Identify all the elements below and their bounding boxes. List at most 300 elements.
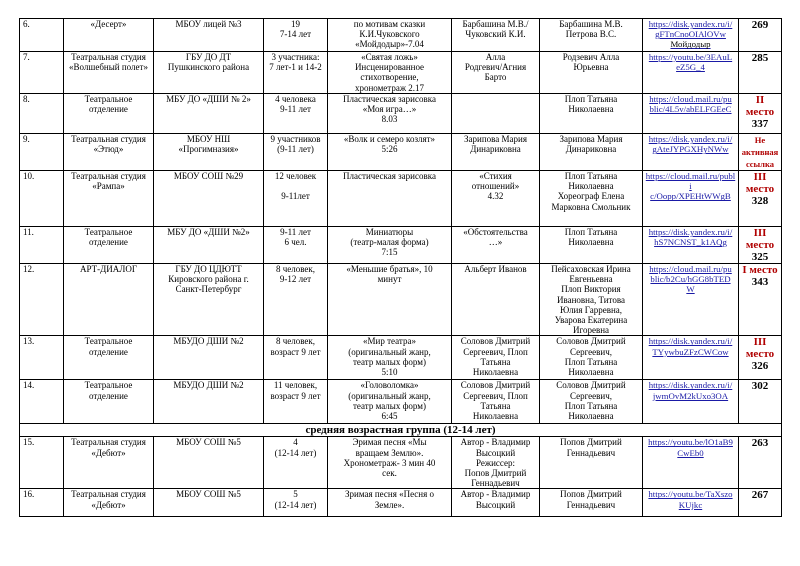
cell-name bbox=[64, 171, 154, 227]
cell-director bbox=[540, 52, 643, 94]
name-line: Театральная студия bbox=[71, 437, 146, 448]
name-line: Театральная студия bbox=[71, 134, 146, 144]
cell-name bbox=[64, 134, 154, 171]
author-line: Соловов Дмитрий bbox=[460, 336, 531, 347]
cell-num: 9. bbox=[20, 134, 64, 171]
author-line: Режиссер: bbox=[475, 457, 515, 468]
institution-line: МБОУ СОШ №5 bbox=[176, 489, 241, 500]
score-value: 325 bbox=[751, 251, 769, 263]
cell-name bbox=[64, 19, 154, 52]
institution-line: Кировского района г. bbox=[168, 274, 249, 285]
video-link[interactable] bbox=[643, 94, 739, 134]
director-line: Геннадьевич bbox=[566, 499, 616, 510]
cell-author bbox=[452, 52, 540, 94]
cell-work bbox=[328, 19, 452, 52]
table-row bbox=[20, 264, 782, 336]
cell-author bbox=[452, 489, 540, 517]
cell-num: 11. bbox=[20, 227, 64, 264]
cell-participants bbox=[264, 489, 328, 517]
cell-institution bbox=[154, 380, 264, 424]
place-label: III место bbox=[745, 336, 775, 361]
author-line: Динариковна bbox=[470, 144, 521, 155]
work-line: Пластическая зарисовка bbox=[343, 94, 436, 104]
participants-line: 9 участников bbox=[270, 134, 321, 144]
director-line: Пейсаховская Ирина bbox=[551, 264, 631, 274]
cell-num: 15. bbox=[20, 437, 64, 489]
director-line: Игоревна bbox=[572, 325, 610, 336]
work-line: (театр-малая форма) bbox=[350, 237, 429, 248]
cell-score bbox=[739, 380, 782, 424]
director-line: Юлия Гарревна, bbox=[559, 304, 623, 315]
author-line: Татьяна bbox=[480, 400, 511, 411]
cell-institution bbox=[154, 94, 264, 134]
author-line: Барто bbox=[484, 72, 507, 83]
author-line: Автор - Владимир bbox=[460, 489, 531, 500]
author-line: Зарипова Мария bbox=[464, 134, 527, 144]
cell-num: 7. bbox=[20, 52, 64, 94]
link-line: https://youtu.be/TaXszo bbox=[648, 489, 733, 500]
table-row bbox=[20, 134, 782, 171]
work-line: 6:45 bbox=[381, 411, 398, 422]
work-line: вращаем Землю». bbox=[355, 447, 424, 458]
score-value: 302 bbox=[751, 380, 769, 393]
participants-line: (9-11 лет) bbox=[277, 144, 314, 155]
score-value: 343 bbox=[751, 276, 769, 288]
table-row bbox=[20, 19, 782, 52]
video-link[interactable] bbox=[643, 437, 739, 489]
cell-score bbox=[739, 52, 782, 94]
cell-participants bbox=[264, 336, 328, 380]
cell-participants bbox=[264, 94, 328, 134]
author-line: отношений» bbox=[471, 181, 520, 192]
cell-director bbox=[540, 171, 643, 227]
link-line: https://youtu.be/3EAuL bbox=[648, 52, 733, 62]
place-label: I место bbox=[742, 264, 778, 276]
cell-num: 12. bbox=[20, 264, 64, 336]
cell-author bbox=[452, 171, 540, 227]
cell-work bbox=[328, 264, 452, 336]
cell-institution bbox=[154, 52, 264, 94]
link-caption: Мойдодыр bbox=[670, 39, 711, 50]
name-line: Театральное bbox=[84, 227, 133, 237]
work-line: Пластическая зарисовка bbox=[343, 171, 436, 181]
work-line: театр малых форм) bbox=[353, 356, 426, 367]
cell-score bbox=[739, 134, 782, 171]
table-row bbox=[20, 52, 782, 94]
institution-line: МБОУ СОШ №5 bbox=[176, 437, 241, 448]
work-line: Хронометраж- 3 мин 40 bbox=[343, 457, 436, 468]
cell-score bbox=[739, 437, 782, 489]
institution-line: МБОУ лицей №3 bbox=[175, 19, 242, 29]
work-line: Миниатюры bbox=[365, 227, 414, 237]
cell-participants bbox=[264, 134, 328, 171]
participants-line: возраст 9 лет bbox=[270, 346, 321, 357]
work-line: «Головоломка» bbox=[360, 380, 419, 391]
cell-author bbox=[452, 437, 540, 489]
table-row bbox=[20, 489, 782, 517]
video-link[interactable] bbox=[643, 171, 739, 227]
work-line: Зримая песня «Песня о bbox=[345, 489, 434, 500]
cell-director bbox=[540, 437, 643, 489]
cell-institution bbox=[154, 437, 264, 489]
table-row bbox=[20, 437, 782, 489]
participants-line: 4 человека bbox=[275, 94, 316, 104]
cell-institution bbox=[154, 336, 264, 380]
link-line: blic/4L5v/abELFGEeC bbox=[649, 104, 732, 115]
participants-line: 6 чел. bbox=[284, 237, 307, 248]
table-row bbox=[20, 227, 782, 264]
author-line: 4.32 bbox=[487, 191, 504, 202]
name-line: Театральное bbox=[84, 336, 133, 347]
participants-line bbox=[266, 181, 325, 191]
cell-director bbox=[540, 227, 643, 264]
cell-num: 14. bbox=[20, 380, 64, 424]
author-line: Татьяна bbox=[480, 356, 511, 367]
director-line: Барбашина М.В. bbox=[559, 19, 623, 29]
video-link[interactable] bbox=[643, 134, 739, 171]
cell-author bbox=[452, 19, 540, 52]
institution-line: Пушкинского района bbox=[167, 62, 250, 73]
place-label: III место bbox=[745, 171, 775, 195]
cell-work bbox=[328, 489, 452, 517]
cell-work bbox=[328, 52, 452, 94]
director-line: Плоп Виктория bbox=[561, 284, 621, 295]
cell-score bbox=[739, 94, 782, 134]
work-line: «Мир театра» bbox=[363, 336, 416, 347]
director-line: Николаевна bbox=[568, 411, 614, 422]
author-line: Барбашина М.В./ bbox=[462, 19, 529, 29]
participants-line: 8 человек, bbox=[275, 336, 316, 347]
video-link[interactable] bbox=[643, 489, 739, 517]
cell-score bbox=[739, 336, 782, 380]
institution-line: МБОУ СОШ №29 bbox=[173, 171, 244, 181]
participants-line: 9-12 лет bbox=[279, 274, 312, 285]
director-line: Николаевна bbox=[568, 181, 614, 192]
link-line: https://disk.yandex.ru/i/ bbox=[648, 19, 733, 29]
name-line: «Волшебный полет» bbox=[69, 62, 148, 73]
cell-num: 8. bbox=[20, 94, 64, 134]
author-line: Родгевич/Агния bbox=[464, 62, 527, 73]
participants-line: (12-14 лет) bbox=[274, 447, 317, 458]
director-line: Николаевна bbox=[568, 104, 614, 115]
name-line: «Этюд» bbox=[93, 144, 124, 155]
cell-institution bbox=[154, 134, 264, 171]
video-link[interactable] bbox=[643, 380, 739, 424]
author-line: «Обстоятельства bbox=[463, 227, 528, 237]
author-line: Высоцкий bbox=[475, 447, 516, 458]
name-line: Театральная студия bbox=[71, 489, 146, 500]
cell-score bbox=[739, 264, 782, 336]
cell-director bbox=[540, 94, 643, 134]
link-line: c/Oopp/XPEHtWWgB bbox=[650, 191, 731, 202]
score-value: 328 bbox=[751, 195, 769, 207]
cell-director bbox=[540, 336, 643, 380]
participants-line: 12 человек bbox=[274, 171, 317, 181]
director-line: Плоп Татьяна bbox=[564, 94, 618, 104]
score-value: 267 bbox=[751, 489, 769, 502]
institution-line: Санкт-Петербург bbox=[175, 284, 242, 295]
director-line: Родзевич Алла bbox=[562, 52, 620, 62]
author-line: Алла bbox=[485, 52, 506, 62]
link-line: blic/b2Cu/hGG8bTED bbox=[650, 274, 731, 285]
director-line: Ивановна, Титова bbox=[556, 294, 626, 305]
cell-work bbox=[328, 380, 452, 424]
video-link[interactable] bbox=[643, 264, 739, 336]
name-line: «Дебют» bbox=[91, 447, 126, 458]
cell-num: 13. bbox=[20, 336, 64, 380]
cell-score bbox=[739, 227, 782, 264]
cell-director bbox=[540, 264, 643, 336]
director-line: Марковна Смольник bbox=[551, 201, 631, 212]
cell-institution bbox=[154, 264, 264, 336]
director-line: Хореограф Елена bbox=[557, 191, 625, 202]
score-value: 263 bbox=[751, 437, 769, 450]
participants-line: 9-11 лет bbox=[280, 104, 311, 115]
name-line: отделение bbox=[89, 237, 128, 248]
link-line: jwmOvM2kUxo3OA bbox=[652, 390, 729, 401]
name-line: отделение bbox=[89, 104, 128, 115]
cell-institution bbox=[154, 489, 264, 517]
table-row bbox=[20, 336, 782, 380]
director-line: Николаевна bbox=[568, 237, 614, 248]
cell-work bbox=[328, 171, 452, 227]
cell-name bbox=[64, 380, 154, 424]
results-table-body bbox=[20, 19, 782, 517]
link-line: https://cloud.mail.ru/publi bbox=[645, 171, 736, 192]
institution-line: МБУ ДО «ДШИ № 2» bbox=[166, 94, 251, 104]
section-header: средняя возрастная группа (12-14 лет) bbox=[20, 424, 782, 437]
cell-work bbox=[328, 336, 452, 380]
video-link[interactable] bbox=[643, 227, 739, 264]
cell-director bbox=[540, 489, 643, 517]
name-line: отделение bbox=[89, 390, 128, 401]
participants-line: 5 bbox=[293, 489, 298, 500]
work-line: «Моя игра…» bbox=[362, 104, 417, 115]
score-value: 285 bbox=[751, 52, 769, 64]
participants-line: 11 человек, bbox=[273, 380, 318, 391]
cell-participants bbox=[264, 437, 328, 489]
name-line: Театральное bbox=[84, 380, 133, 391]
section-header-row bbox=[20, 424, 782, 437]
director-line: Уварова Екатерина bbox=[554, 315, 628, 326]
cell-name bbox=[64, 264, 154, 336]
cell-score bbox=[739, 171, 782, 227]
link-line: W bbox=[686, 284, 695, 295]
cell-author bbox=[452, 336, 540, 380]
cell-name bbox=[64, 227, 154, 264]
cell-num: 16. bbox=[20, 489, 64, 517]
work-line: Инсценированное bbox=[354, 62, 425, 73]
work-line: «Святая ложь» bbox=[361, 52, 418, 62]
link-line: https://youtu.be/lO1aB9 bbox=[648, 437, 733, 448]
link-line: KUjkc bbox=[678, 499, 703, 510]
cell-num: 6. bbox=[20, 19, 64, 52]
link-line: https://cloud.mail.ru/pu bbox=[649, 94, 732, 104]
cell-score bbox=[739, 19, 782, 52]
cell-director bbox=[540, 380, 643, 424]
participants-line: (12-14 лет) bbox=[274, 499, 317, 510]
link-line: gAteJYPGXHyNWw bbox=[652, 144, 729, 155]
work-line: стихотворение, bbox=[360, 72, 419, 83]
institution-line: МБУДО ДШИ №2 bbox=[173, 380, 244, 391]
name-line: «Дебют» bbox=[91, 499, 126, 510]
results-table-wrapper bbox=[19, 18, 781, 517]
director-line: Соловов Дмитрий bbox=[556, 336, 626, 347]
director-line: Плоп Татьяна bbox=[564, 171, 618, 181]
cell-name bbox=[64, 52, 154, 94]
author-line: Высоцкий bbox=[475, 499, 516, 510]
work-line: 7:15 bbox=[381, 247, 398, 258]
link-line: CwEb0 bbox=[677, 447, 704, 458]
work-line: Эримая песня «Мы bbox=[352, 437, 427, 448]
name-line: АРТ-ДИАЛОГ bbox=[79, 264, 138, 274]
participants-line: 7 лет-1 и 14-2 bbox=[269, 62, 322, 73]
work-line: театр малых форм) bbox=[353, 400, 426, 411]
score-value: 269 bbox=[751, 19, 769, 31]
link-line: gFTnCnoOIAlOVw bbox=[655, 29, 726, 40]
name-line: Театральная студия bbox=[71, 171, 146, 181]
author-line: Чуковский К.И. bbox=[465, 29, 526, 40]
author-line: Николаевна bbox=[472, 411, 519, 422]
video-link[interactable] bbox=[643, 336, 739, 380]
institution-line: ГБУ ДО ЦДЮТТ bbox=[175, 264, 242, 274]
cell-score bbox=[739, 489, 782, 517]
director-line: Соловов Дмитрий bbox=[556, 380, 626, 391]
work-line: «Волк и семеро козлят» bbox=[343, 134, 436, 144]
table-row bbox=[20, 171, 782, 227]
cell-name bbox=[64, 489, 154, 517]
video-link[interactable] bbox=[643, 52, 739, 94]
cell-participants bbox=[264, 171, 328, 227]
author-line: Сергеевич, Плоп bbox=[463, 346, 528, 357]
cell-director bbox=[540, 134, 643, 171]
director-line: Плоп Татьяна bbox=[564, 227, 618, 237]
author-line: Николаевна bbox=[472, 367, 519, 378]
link-line: https://disk.yandex.ru/i/ bbox=[648, 336, 733, 347]
cell-participants bbox=[264, 227, 328, 264]
director-line: Юрьевна bbox=[573, 62, 609, 73]
link-line: https://cloud.mail.ru/pu bbox=[649, 264, 732, 274]
work-line: Земле». bbox=[374, 499, 405, 510]
director-line: Геннадьевич bbox=[566, 447, 616, 458]
participants-line: 4 bbox=[293, 437, 298, 448]
cell-work bbox=[328, 227, 452, 264]
institution-line: ГБУ ДО ДТ bbox=[185, 52, 232, 62]
work-line: по мотивам сказки bbox=[353, 19, 426, 29]
work-line: сек. bbox=[382, 468, 397, 479]
link-line: hS7NCNST_k1AQg bbox=[654, 237, 727, 248]
name-line: «Рампа» bbox=[92, 181, 125, 192]
cell-participants bbox=[264, 52, 328, 94]
work-line: минут bbox=[377, 274, 402, 285]
cell-author bbox=[452, 227, 540, 264]
participants-line: возраст 9 лет bbox=[270, 390, 321, 401]
director-line: Динариковна bbox=[565, 144, 617, 155]
cell-work bbox=[328, 134, 452, 171]
cell-participants bbox=[264, 19, 328, 52]
name-line: отделение bbox=[89, 346, 128, 357]
participants-line: 9-11 лет bbox=[280, 227, 311, 237]
cell-work bbox=[328, 94, 452, 134]
score-value: 337 bbox=[751, 118, 769, 130]
cell-author bbox=[452, 94, 540, 134]
institution-line: МБУ ДО «ДШИ №2» bbox=[167, 227, 250, 237]
video-link[interactable] bbox=[643, 19, 739, 52]
cell-author bbox=[452, 134, 540, 171]
director-line: Зарипова Мария bbox=[559, 134, 623, 144]
table-row bbox=[20, 94, 782, 134]
cell-name bbox=[64, 336, 154, 380]
work-line: 5:10 bbox=[381, 367, 398, 378]
author-line: Соловов Дмитрий bbox=[460, 380, 531, 391]
director-line: Плоп Татьяна bbox=[564, 356, 618, 367]
director-line: Николаевна bbox=[568, 367, 614, 378]
place-label: III место bbox=[745, 227, 775, 251]
author-line: Автор - Владимир bbox=[460, 437, 531, 448]
cell-num: 10. bbox=[20, 171, 64, 227]
cell-author bbox=[452, 264, 540, 336]
participants-line: 9-11лет bbox=[281, 191, 310, 202]
work-line: (оригинальный жанр, bbox=[348, 390, 431, 401]
director-line: Попов Дмитрий bbox=[560, 437, 622, 448]
work-line: хронометраж 2.17 bbox=[354, 82, 425, 93]
director-line: Сергеевич, bbox=[569, 346, 612, 357]
work-line: 8.03 bbox=[381, 114, 398, 125]
cell-institution bbox=[154, 19, 264, 52]
link-line: TYywbuZFzCWCow bbox=[652, 346, 729, 357]
results-table bbox=[19, 18, 782, 517]
institution-line: МБУДО ДШИ №2 bbox=[173, 336, 244, 347]
cell-author bbox=[452, 380, 540, 424]
link-line: https://disk.yandex.ru/i/ bbox=[648, 227, 733, 237]
participants-line: 19 bbox=[291, 19, 300, 29]
author-line: «Стихия bbox=[479, 171, 512, 181]
cell-name bbox=[64, 94, 154, 134]
director-line: Евгеньевна bbox=[569, 274, 613, 285]
institution-line: МБОУ НШ bbox=[186, 134, 231, 144]
director-line: Петрова В.С. bbox=[565, 29, 617, 40]
cell-name bbox=[64, 437, 154, 489]
work-line: «Меньшие братья», 10 bbox=[346, 264, 433, 274]
table-row bbox=[20, 380, 782, 424]
work-line: (оригинальный жанр, bbox=[348, 346, 431, 357]
director-line: Сергеевич, bbox=[569, 390, 612, 401]
author-line: Геннадьевич bbox=[471, 478, 520, 489]
cell-institution bbox=[154, 171, 264, 227]
cell-participants bbox=[264, 380, 328, 424]
author-line: Сергеевич, Плоп bbox=[463, 390, 528, 401]
work-line: 5:26 bbox=[381, 144, 398, 155]
link-line: eZ5G_4 bbox=[676, 62, 705, 73]
work-line: «Мойдодыр»-7.04 bbox=[355, 39, 424, 50]
name-line: Театральная студия bbox=[71, 52, 146, 62]
inactive-link-label: Не активная ссылка bbox=[741, 135, 779, 169]
director-line: Плоп Татьяна bbox=[564, 400, 618, 411]
score-value: 326 bbox=[751, 360, 769, 373]
place-label: II место bbox=[745, 94, 775, 118]
cell-work bbox=[328, 437, 452, 489]
work-line: К.И.Чуковского bbox=[359, 29, 420, 40]
cell-director bbox=[540, 19, 643, 52]
author-line: Альберт Иванов bbox=[464, 264, 527, 274]
author-line: Попов Дмитрий bbox=[464, 468, 527, 479]
name-line: «Десерт» bbox=[90, 19, 127, 29]
cell-participants bbox=[264, 264, 328, 336]
link-line: https://disk.yandex.ru/i/ bbox=[648, 380, 733, 391]
participants-line: 7-14 лет bbox=[279, 29, 312, 40]
link-line: https://disk.yandex.ru/i/ bbox=[648, 134, 733, 144]
cell-institution bbox=[154, 227, 264, 264]
